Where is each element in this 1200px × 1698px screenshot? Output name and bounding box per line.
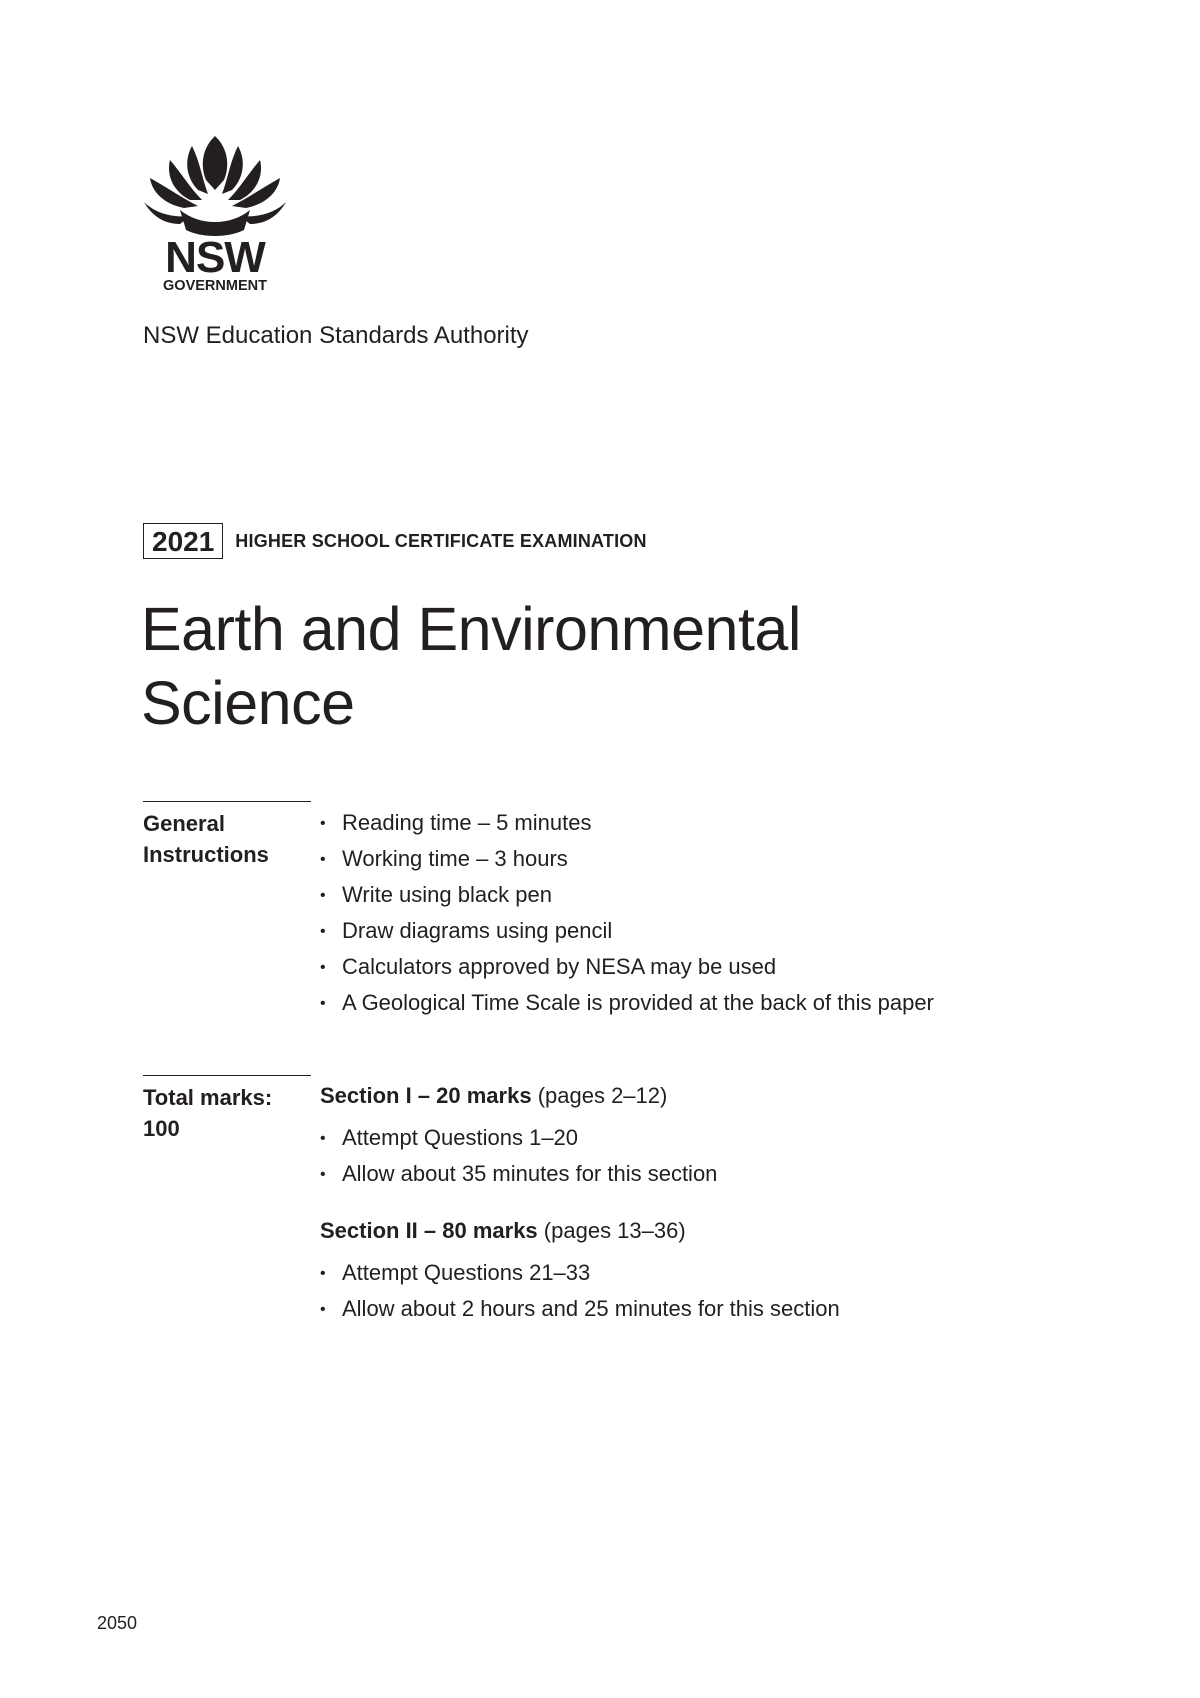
authority-name: NSW Education Standards Authority	[143, 322, 529, 349]
general-instructions-list	[320, 805, 934, 1021]
list-item: • Draw diagrams using pencil	[320, 913, 934, 949]
list-item: • Reading time – 5 minutes	[320, 805, 934, 841]
exam-header	[143, 522, 647, 560]
list-item: • Calculators approved by NESA may be used	[320, 949, 934, 985]
list-item: • A Geological Time Scale is provided at the back of this paper	[320, 985, 934, 1021]
title-line-2: Science	[141, 669, 355, 737]
list-item: • Write using black pen	[320, 877, 934, 913]
divider-total-marks	[143, 1075, 311, 1076]
section-2-list	[320, 1255, 840, 1327]
section-2-heading: Section II – 80 marks (pages 13–36)	[320, 1218, 686, 1243]
list-item: • Working time – 3 hours	[320, 841, 934, 877]
waratah-icon	[140, 132, 290, 292]
section-1-heading: Section I – 20 marks (pages 2–12)	[320, 1083, 668, 1108]
list-item: • Attempt Questions 1–20	[320, 1120, 717, 1156]
logo-nsw-text: NSW	[165, 233, 265, 282]
nsw-government-logo	[140, 132, 290, 292]
document-code: 2050	[97, 1613, 138, 1633]
list-item: • Allow about 2 hours and 25 minutes for this section	[320, 1291, 840, 1327]
exam-type: HIGHER SCHOOL CERTIFICATE EXAMINATION	[235, 530, 647, 551]
list-item: • Allow about 35 minutes for this section	[320, 1156, 717, 1192]
page-title	[141, 592, 1041, 740]
exam-year-box: 2021	[143, 523, 223, 559]
total-marks-label: Total marks: 100	[143, 1085, 273, 1141]
logo-government-text: GOVERNMENT	[163, 278, 267, 292]
divider-general	[143, 801, 311, 802]
list-item: • Attempt Questions 21–33	[320, 1255, 840, 1291]
title-line-1: Earth and Environmental	[141, 595, 801, 663]
general-instructions-label: General Instructions	[143, 811, 269, 867]
section-1-list	[320, 1120, 717, 1192]
